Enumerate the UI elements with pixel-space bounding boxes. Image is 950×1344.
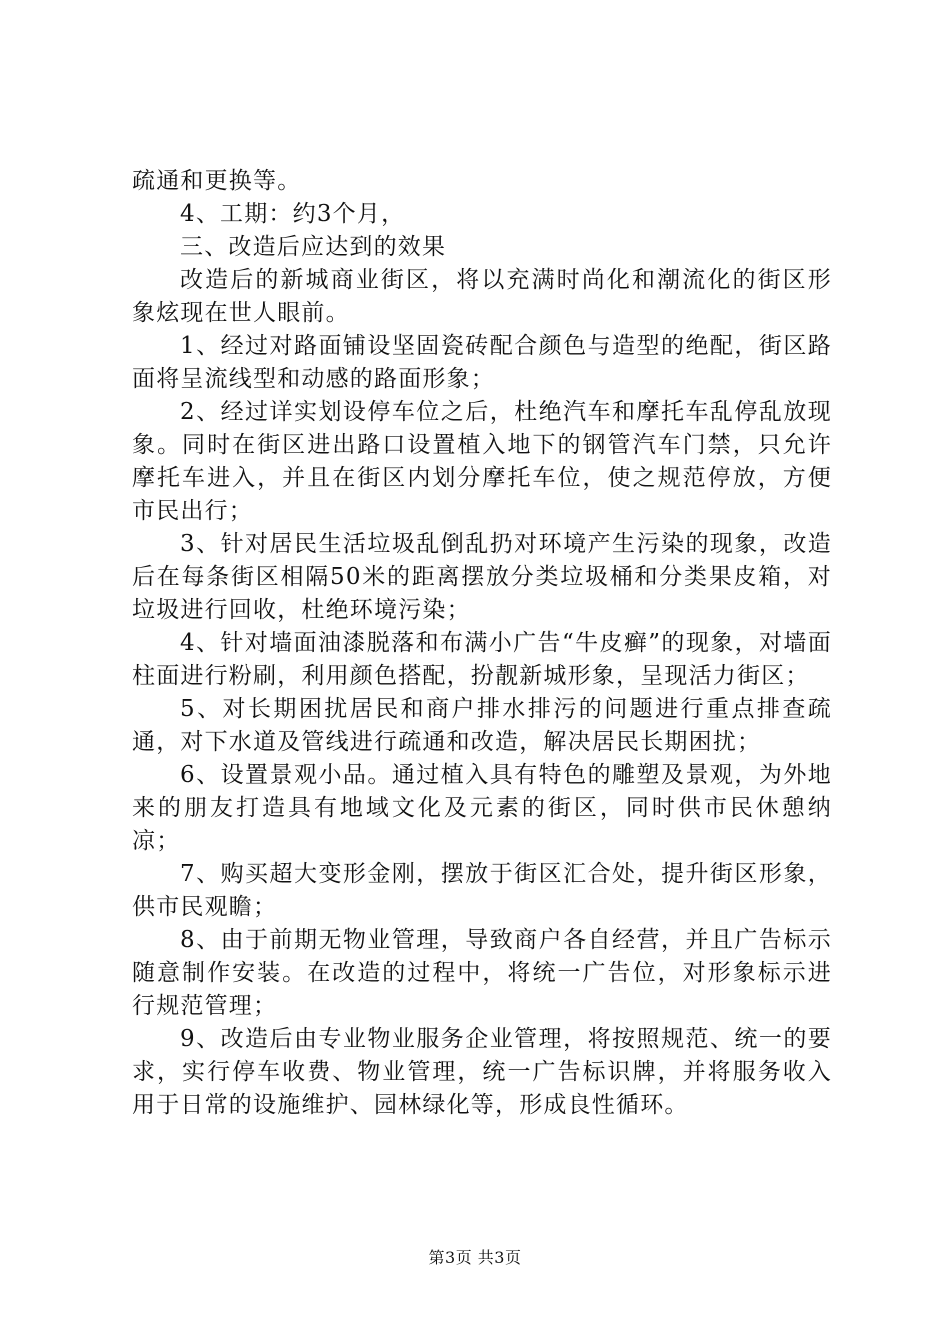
list-item: 1、经过对路面铺设坚固瓷砖配合颜色与造型的绝配，街区路面将呈流线型和动感的路面形象；	[132, 333, 832, 392]
list-item: 8、由于前期无物业管理，导致商户各自经营，并且广告标示随意制作安装。在改造的过程中，将统一广告位，对形象标示进行规范管理；	[132, 927, 832, 1019]
list-item: 6、设置景观小品。通过植入具有特色的雕塑及景观，为外地来的朋友打造具有地域文化及元素的街区，同时供市民休憩纳凉；	[132, 762, 832, 854]
list-item: 2、经过详实划设停车位之后，杜绝汽车和摩托车乱停乱放现象。同时在街区进出路口设置植入地下的钢管汽车门禁，只允许摩托车进入，并且在街区内划分摩托车位，使之规范停放，方便市民出行；	[132, 399, 832, 524]
list-item: 3、针对居民生活垃圾乱倒乱扔对环境产生污染的现象，改造后在每条街区相隔50米的距离摆放分类垃圾桶和分类果皮箱，对垃圾进行回收，杜绝环境污染；	[132, 531, 832, 623]
page-footer	[0, 1245, 950, 1268]
section-heading: 三、改造后应达到的效果	[180, 234, 447, 260]
paragraph: 4、工期：约3个月，	[180, 201, 406, 227]
list-item: 9、改造后由专业物业服务企业管理，将按照规范、统一的要求，实行停车收费、物业管理，统一广告标识牌，并将服务收入用于日常的设施维护、园林绿化等，形成良性循环。	[132, 1026, 832, 1118]
document-body	[132, 165, 832, 1122]
list-item: 4、针对墙面油漆脱落和布满小广告“牛皮癣”的现象，对墙面柱面进行粉刷，利用颜色搭配，扮靓新城形象，呈现活力街区；	[132, 630, 832, 689]
paragraph: 疏通和更换等。	[132, 168, 302, 194]
page-number: 第3页 共3页	[428, 1248, 522, 1267]
paragraph: 改造后的新城商业街区，将以充满时尚化和潮流化的街区形象炫现在世人眼前。	[132, 267, 832, 326]
list-item: 7、购买超大变形金刚，摆放于街区汇合处，提升街区形象，供市民观瞻；	[132, 861, 832, 920]
list-item: 5、对长期困扰居民和商户排水排污的问题进行重点排查疏通，对下水道及管线进行疏通和改造，解决居民长期困扰；	[132, 696, 832, 755]
